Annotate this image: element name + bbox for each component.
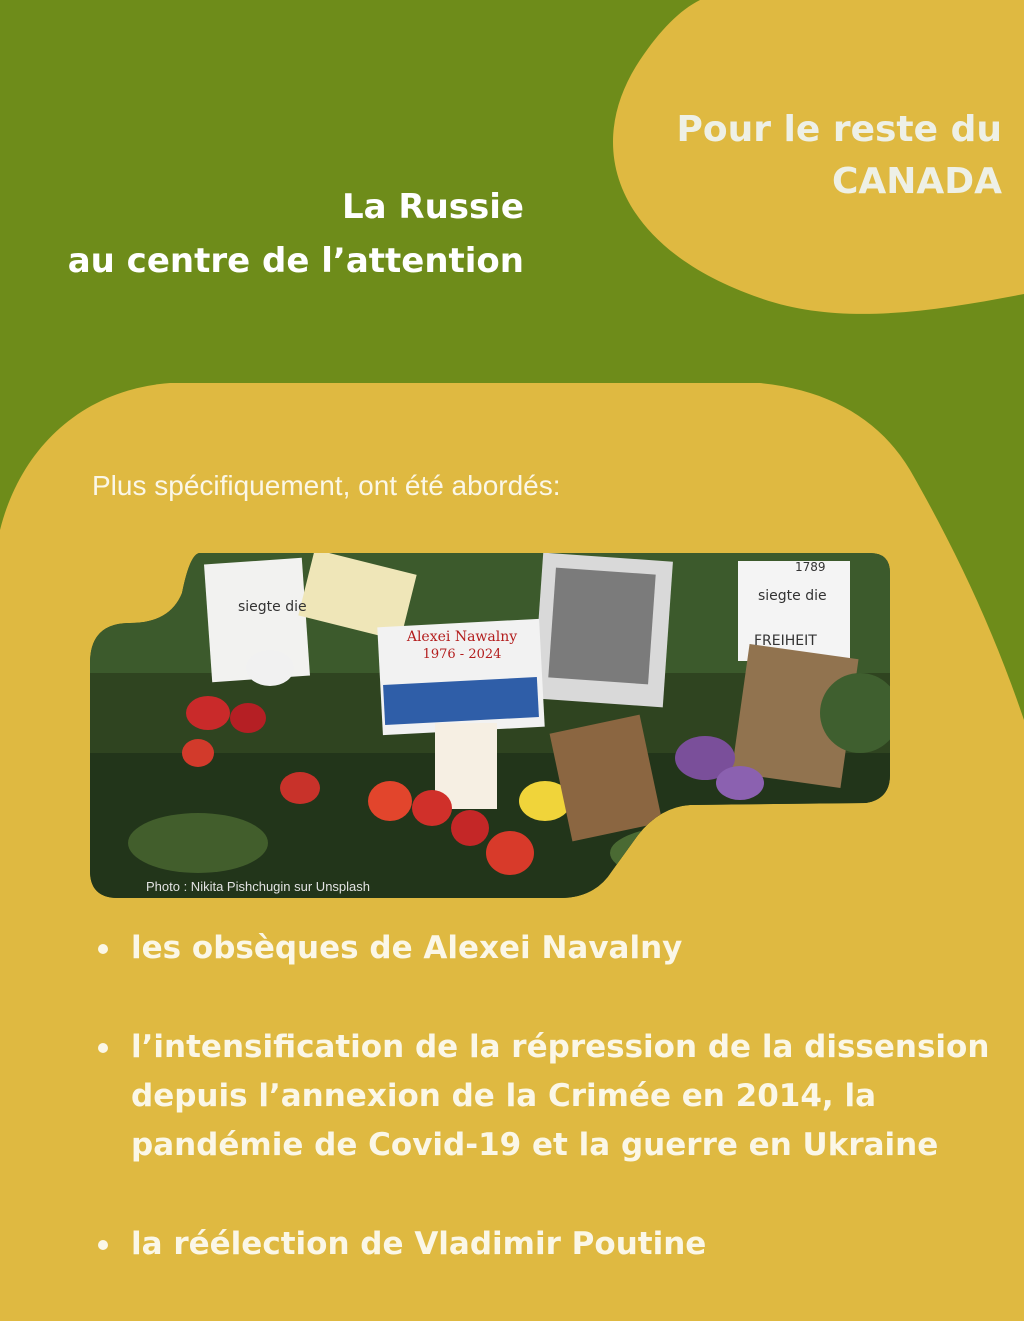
region-tag [622, 104, 1002, 208]
flower [186, 696, 230, 730]
bullet-icon [98, 1043, 108, 1053]
right-card-text-2: FREIHEIT [754, 633, 817, 649]
right-card-date: 1789 [795, 560, 826, 574]
intro-text: Plus spécifiquement, ont été abordés: [92, 470, 561, 501]
list-item [98, 924, 998, 973]
flower [182, 739, 214, 767]
foliage [610, 825, 770, 881]
flower [280, 772, 320, 804]
flower [246, 650, 294, 686]
bullet-icon [98, 944, 108, 954]
list-item [98, 1023, 998, 1170]
memorial-photo-illustration [90, 553, 890, 898]
page-title-line-2: au centre de l’attention [67, 241, 524, 281]
page-title [40, 180, 524, 288]
list-item [98, 1220, 998, 1269]
flower [412, 790, 452, 826]
right-card-text: siegte die [758, 588, 827, 604]
portrait-card-name: Alexei Nawalny [406, 629, 518, 645]
list-item-text: la réélection de Vladimir Poutine [131, 1226, 707, 1262]
flower [716, 766, 764, 800]
memorial-photo [90, 553, 890, 898]
bullet-icon [98, 1240, 108, 1250]
left-card-text: siegte die [238, 599, 307, 615]
region-tag-line-1: Pour le reste du [676, 109, 1002, 150]
portrait-band [383, 677, 539, 725]
poster-image [548, 568, 655, 685]
flower [451, 810, 489, 846]
flower [230, 703, 266, 733]
region-tag-line-2: CANADA [831, 161, 1002, 202]
foliage [128, 813, 268, 873]
topic-list [98, 924, 998, 1269]
page-title-line-1: La Russie [341, 187, 524, 227]
portrait-card-dates: 1976 - 2024 [422, 647, 502, 662]
flower [368, 781, 412, 821]
list-item-text: les obsèques de Alexei Navalny [131, 930, 683, 966]
list-item-text: l’intensification de la répression de la dissension depuis l’annexion de la Crimée en 2014, la pandémie de Covid-19 et la guerre en Ukraine [131, 1029, 990, 1163]
flower [486, 831, 534, 875]
photo-caption: Photo : Nikita Pishchugin sur Unsplash [146, 879, 371, 894]
